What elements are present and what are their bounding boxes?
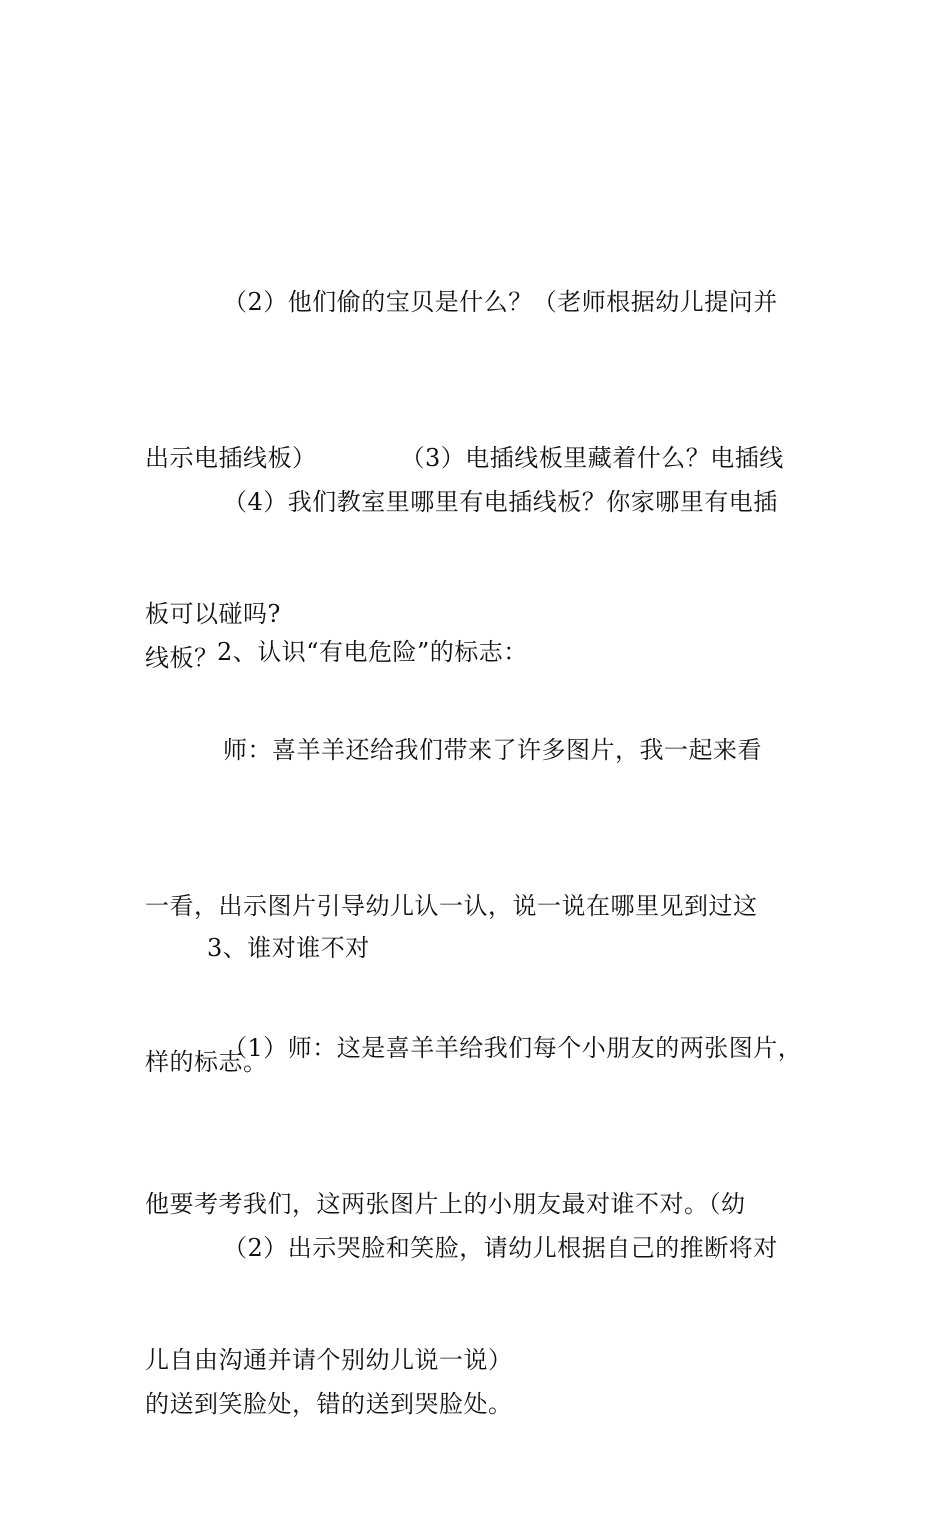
text-line: 儿自由沟通并请个别幼儿说一说） — [145, 1346, 513, 1374]
text-line: 板可以碰吗? — [145, 600, 281, 628]
text-line: 他要考考我们，这两张图片上的小朋友最对谁不对。（幼 — [145, 1190, 746, 1218]
text-line: 的送到笑脸处，错的送到哭脸处。 — [145, 1390, 513, 1418]
text-line: 样的标志。 — [145, 1048, 268, 1076]
text-line: 一看，出示图片引导幼儿认一认，说一说在哪里见到过这 — [145, 892, 758, 920]
text-line: （1）师：这是喜羊羊给我们每个小朋友的两张图片， — [223, 1034, 803, 1062]
text-line: 3、谁对谁不对 — [207, 934, 370, 962]
text-line: 2、认识“有电危险”的标志： — [217, 638, 528, 666]
text-line: （2）出示哭脸和笑脸，请幼儿根据自己的推断将对 — [223, 1234, 778, 1262]
text-line: 师：喜羊羊还给我们带来了许多图片，我一起来看 — [223, 736, 762, 764]
text-line: （4）我们教室里哪里有电插线板？你家哪里有电插 — [223, 488, 778, 516]
text-line: （2）他们偷的宝贝是什么？（老师根据幼儿提问并 — [223, 288, 778, 316]
text-line: 线板？ — [145, 644, 219, 672]
text-segment: 出示电插线板） — [145, 444, 317, 472]
paragraph-question-2 — [145, 1118, 810, 1534]
text-segment: （3）电插线板里藏着什么？电插线 — [400, 444, 784, 472]
